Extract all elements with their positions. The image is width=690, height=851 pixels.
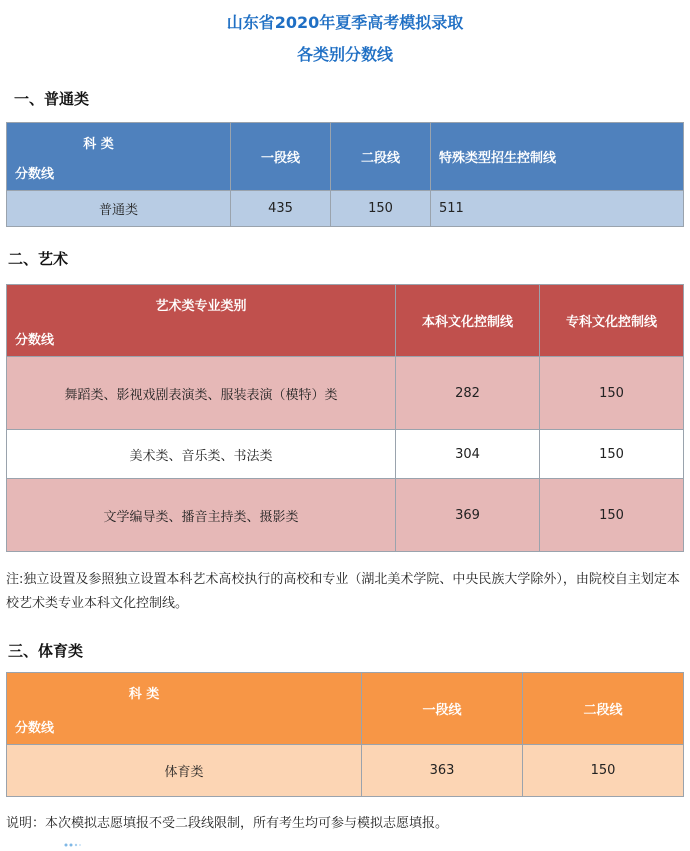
art-col-header: 专科文化控制线 xyxy=(540,285,684,357)
general-corner-cell xyxy=(7,123,231,191)
value-cell: 150 xyxy=(540,430,684,479)
art-col-header: 本科文化控制线 xyxy=(396,285,540,357)
general-col-header: 二段线 xyxy=(331,123,431,191)
general-col-header: 特殊类型招生控制线 xyxy=(431,123,684,191)
value-cell: 150 xyxy=(540,357,684,430)
general-col-header: 一段线 xyxy=(231,123,331,191)
sports-col-header: 二段线 xyxy=(523,673,684,745)
art-corner-cell xyxy=(7,285,396,357)
art-note: 注:独立设置及参照独立设置本科艺术高校执行的高校和专业（湖北美术学院、中央民族大学除外），由院校自主划定本校艺术类专业本科文化控制线。 xyxy=(6,572,680,611)
section-heading-general: 一、普通类 xyxy=(14,90,90,108)
category-cell: 文学编导类、播音主持类、摄影类 xyxy=(7,479,396,552)
section-heading-sports: 三、体育类 xyxy=(8,642,84,660)
value-cell: 304 xyxy=(396,430,540,479)
value-cell: 282 xyxy=(396,357,540,430)
category-cell: 体育类 xyxy=(7,745,362,797)
table-row xyxy=(7,357,684,430)
decorative-dots-icon xyxy=(64,842,82,848)
footer-note: 说明：本次模拟志愿填报不受二段线限制，所有考生均可参与模拟志愿填报。 xyxy=(6,816,449,831)
sports-table xyxy=(6,672,684,797)
general-corner-top: 科 类 xyxy=(83,137,114,152)
value-cell: 435 xyxy=(231,191,331,227)
value-cell: 369 xyxy=(396,479,540,552)
value-cell: 150 xyxy=(540,479,684,552)
art-corner-bottom: 分数线 xyxy=(15,333,55,348)
value-cell: 511 xyxy=(431,191,684,227)
table-row xyxy=(7,479,684,552)
category-cell: 美术类、音乐类、书法类 xyxy=(7,430,396,479)
art-corner-top: 艺术类专业类别 xyxy=(155,299,247,314)
category-cell: 舞蹈类、影视戏剧表演类、服装表演（模特）类 xyxy=(7,357,396,430)
sports-corner-top: 科 类 xyxy=(128,687,160,702)
page-subtitle: 各类别分数线 xyxy=(296,45,393,64)
table-row xyxy=(7,430,684,479)
art-table xyxy=(6,284,684,552)
general-table xyxy=(6,122,684,227)
value-cell: 150 xyxy=(331,191,431,227)
table-row xyxy=(7,191,684,227)
section-heading-art: 二、艺术 xyxy=(8,250,69,268)
sports-corner-cell xyxy=(7,673,362,745)
table-row xyxy=(7,745,684,797)
general-corner-bottom: 分数线 xyxy=(15,167,55,182)
sports-col-header: 一段线 xyxy=(362,673,523,745)
category-cell: 普通类 xyxy=(7,191,231,227)
sports-corner-bottom: 分数线 xyxy=(15,721,55,736)
page-title: 山东省2020年夏季高考模拟录取 xyxy=(226,13,464,32)
value-cell: 363 xyxy=(362,745,523,797)
value-cell: 150 xyxy=(523,745,684,797)
